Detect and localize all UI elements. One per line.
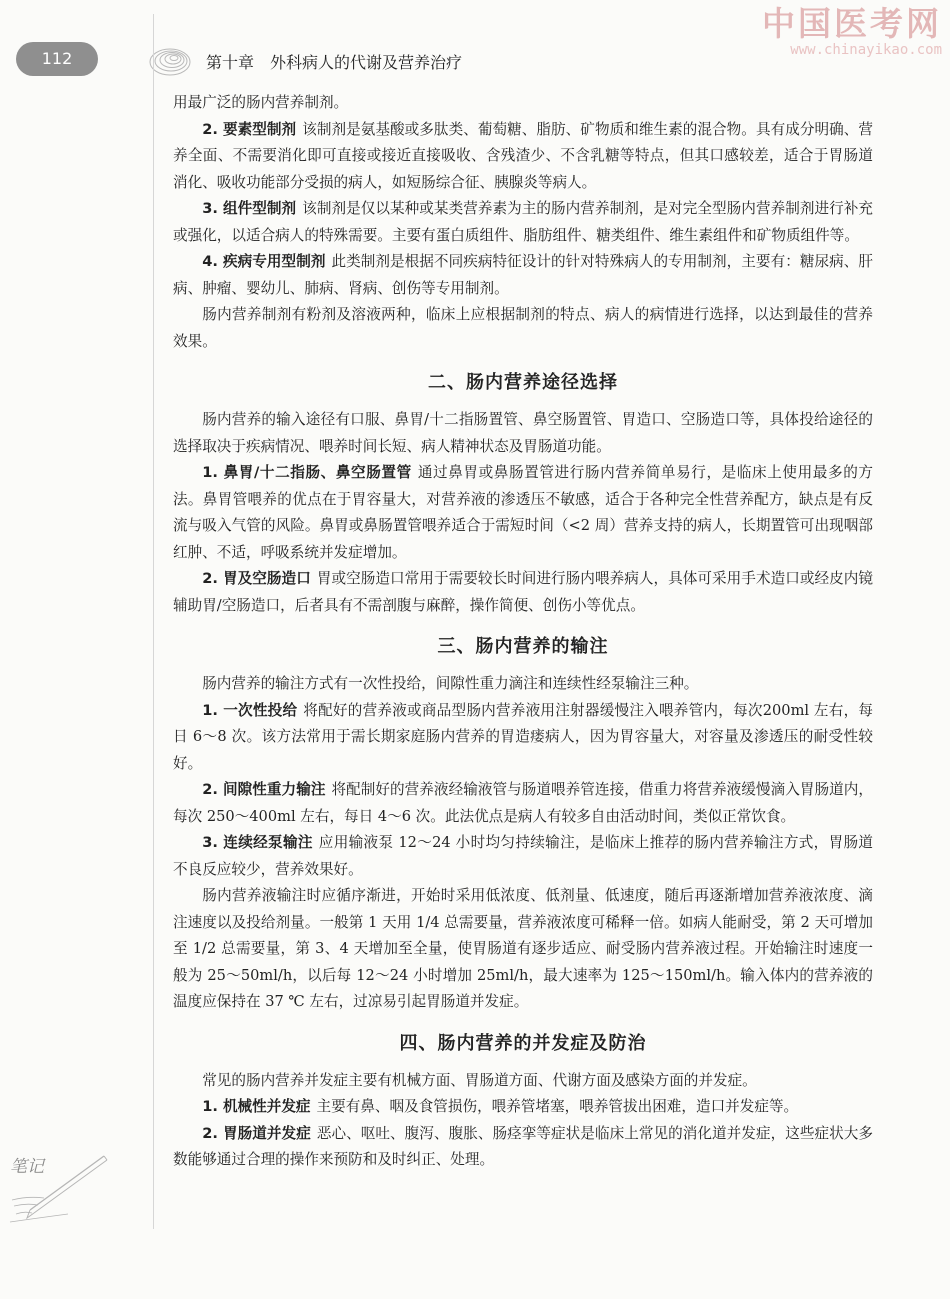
section-heading: 三、肠内营养的输注 bbox=[437, 636, 609, 657]
section-heading: 四、肠内营养的并发症及防治 bbox=[399, 1032, 647, 1054]
item-heading: 4. 疾病专用型制剂 bbox=[202, 253, 326, 270]
item-heading: 3. 连续经泵输注 bbox=[202, 834, 313, 851]
item-text: 主要有鼻、咽及食管损伤，喂养管堵塞，喂养管拔出困难，造口并发症等。 bbox=[316, 1098, 799, 1115]
paragraph: 肠内营养制剂有粉剂及溶液两种，临床上应根据制剂的特点、病人的病情进行选择，以达到最佳的营养效果。 bbox=[173, 306, 873, 350]
item-heading: 2. 要素型制剂 bbox=[202, 120, 297, 138]
item-text: 将配好的营养液或商品型肠内营养液用注射器缓慢注入喂养管内，每次200ml 左右，每日 6～8 次。该方法常用于需长期家庭肠内营养的胃造瘘病人，因为胃容量大，对容量及渗透压的耐受性较好。 bbox=[173, 701, 873, 772]
item-heading: 2. 胃及空肠造口 bbox=[202, 570, 311, 587]
watermark-title: 中国医考网 bbox=[762, 4, 942, 43]
item-heading: 2. 间隙性重力输注 bbox=[202, 781, 326, 798]
paragraph bbox=[173, 196, 873, 249]
paragraph bbox=[173, 566, 873, 619]
paragraph bbox=[173, 777, 873, 830]
item-text: 通过鼻胃或鼻肠置管进行肠内营养简单易行，是临床上使用最多的方法。鼻胃管喂养的优点在于胃容量大，对营养液的渗透压不敏感，适合于各种完全性营养配方，缺点是有反流与吸入气管的风险。鼻胃或鼻肠置管喂养适合于需短时间（<2 周）营养支持的病人，长期置管可出现咽部红肿、不适，呼吸系统并发症增加。 bbox=[173, 464, 873, 561]
item-text: 该制剂是仅以某种或某类营养素为主的肠内营养制剂，是对完全型肠内营养制剂进行补充或强化，以适合病人的特殊需要。主要有蛋白质组件、脂肪组件、糖类组件、维生素组件和矿物质组件等。 bbox=[173, 200, 873, 244]
item-text: 恶心、呕吐、腹泻、腹胀、肠痉挛等症状是临床上常见的消化道并发症，这些症状大多数能够通过合理的操作来预防和及时纠正、处理。 bbox=[173, 1124, 873, 1168]
page-number: 112 bbox=[16, 42, 98, 76]
item-heading: 2. 胃肠道并发症 bbox=[202, 1124, 311, 1142]
paragraph: 肠内营养液输注时应循序渐进，开始时采用低浓度、低剂量、低速度，随后再逐渐增加营养液浓度、滴注速度以及投给剂量。一般第 1 天用 1/4 总需要量，营养液浓度可稀释一倍。如病人能耐受，第 2 天可增加至 1/2 总需要量，第 3、4 天增加至全量，使胃肠道有逐步适应、耐受肠内营养液过程。开始输注时速度一般为 25～50ml/h，以后每 12～24 小时增加 25ml/h，最大速率为 125～150ml/h。输入体内的营养液的温度应保持在 37 ℃ 左右，过凉易引起胃肠道并发症。 bbox=[173, 887, 873, 1010]
paragraph: 肠内营养的输注方式有一次性投给，间隙性重力滴注和连续性经泵输注三种。 bbox=[202, 675, 699, 692]
item-text: 应用输液泵 12～24 小时均匀持续输注，是临床上推荐的肠内营养输注方式，胃肠道不良反应较少，营养效果好。 bbox=[173, 834, 874, 878]
watermark-url: www.chinayikao.com bbox=[790, 42, 942, 58]
paragraph bbox=[173, 1094, 873, 1121]
item-text: 该制剂是氨基酸或多肽类、葡萄糖、脂肪、矿物质和维生素的混合物。具有成分明确、营养全面、不需要消化即可直接或接近直接吸收、含残渣少、不含乳糖等特点，但其口感较差，适合于胃肠道消化、吸收功能部分受损的病人，如短肠综合征、胰腺炎等病人。 bbox=[173, 120, 873, 191]
paragraph bbox=[173, 830, 873, 883]
item-heading: 1. 鼻胃/十二指肠、鼻空肠置管 bbox=[202, 464, 412, 481]
notes-margin bbox=[8, 1148, 118, 1228]
paragraph bbox=[173, 249, 873, 302]
swirl-logo-icon bbox=[148, 40, 198, 80]
body-text bbox=[173, 90, 873, 1174]
paragraph: 用最广泛的肠内营养制剂。 bbox=[173, 94, 349, 111]
section-heading: 二、肠内营养途径选择 bbox=[428, 372, 618, 393]
chapter-title: 第十章 外科病人的代谢及营养治疗 bbox=[206, 53, 463, 72]
margin-divider bbox=[153, 14, 154, 1229]
paragraph bbox=[173, 117, 873, 197]
item-heading: 3. 组件型制剂 bbox=[202, 200, 297, 217]
paragraph bbox=[173, 460, 873, 566]
item-heading: 1. 机械性并发症 bbox=[202, 1098, 311, 1115]
notes-label: 笔记 bbox=[10, 1157, 44, 1177]
paragraph bbox=[173, 1121, 873, 1174]
item-heading: 1. 一次性投给 bbox=[202, 701, 298, 719]
paragraph: 常见的肠内营养并发症主要有机械方面、胃肠道方面、代谢方面及感染方面的并发症。 bbox=[202, 1071, 757, 1089]
watermark bbox=[762, 6, 942, 58]
pen-icon bbox=[8, 1148, 118, 1228]
item-text: 将配制好的营养液经输液管与肠道喂养管连接，借重力将营养液缓慢滴入胃肠道内，每次 250～400ml 左右，每日 4～6 次。此法优点是病人有较多自由活动时间，类似正常饮食。 bbox=[173, 781, 873, 825]
item-text: 胃或空肠造口常用于需要较长时间进行肠内喂养病人，具体可采用手术造口或经皮内镜辅助胃/空肠造口，后者具有不需剖腹与麻醉，操作简便、创伤小等优点。 bbox=[173, 570, 873, 614]
paragraph bbox=[173, 698, 873, 778]
paragraph: 肠内营养的输入途径有口服、鼻胃/十二指肠置管、鼻空肠置管、胃造口、空肠造口等，具体投给途径的选择取决于疾病情况、喂养时间长短、病人精神状态及胃肠道功能。 bbox=[173, 411, 873, 455]
item-text: 此类制剂是根据不同疾病特征设计的针对特殊病人的专用制剂，主要有：糖尿病、肝病、肿瘤、婴幼儿、肺病、肾病、创伤等专用制剂。 bbox=[173, 253, 873, 297]
